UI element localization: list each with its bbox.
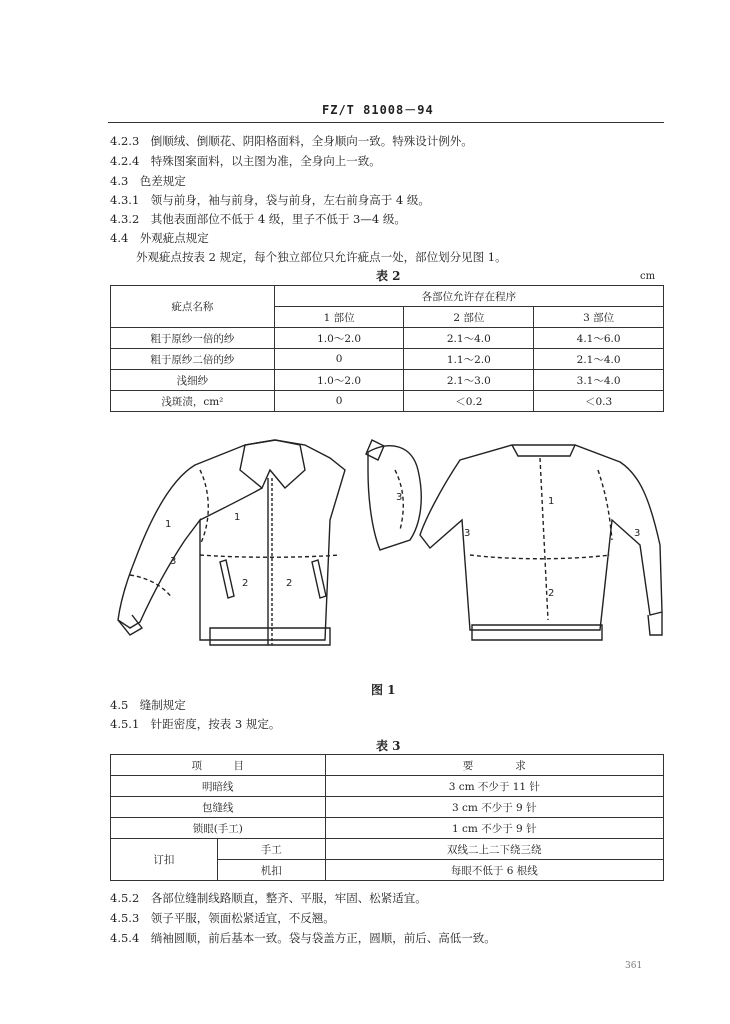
table2-part-2: 2 部位: [404, 307, 534, 328]
table-row: [111, 797, 664, 818]
region-label: 1: [548, 496, 555, 507]
table-row: [111, 839, 664, 860]
table-cell: 每眼不低于 6 根线: [325, 860, 663, 881]
clause-4-5-3: 4.5.3 领子平服，领面松紧适宜，不反翘。: [110, 911, 335, 925]
region-label: 2: [286, 578, 293, 589]
table-cell: 1.0～2.0: [274, 370, 404, 391]
clause-4-3: 4.3 色差规定: [110, 174, 186, 188]
table-cell: 2.1～3.0: [404, 370, 534, 391]
region-label: 2: [548, 588, 555, 599]
table-cell: 3 cm 不少于 9 针: [325, 797, 663, 818]
table-cell: 浅细纱: [111, 370, 275, 391]
table2-part-1: 1 部位: [274, 307, 404, 328]
table2-unit: cm: [640, 271, 656, 282]
table3-col-req: 要 求: [325, 755, 663, 776]
table-cell: 浅斑渍，cm²: [111, 391, 275, 412]
table-cell: 0: [274, 391, 404, 412]
region-label: 3: [396, 492, 403, 503]
region-label: 1: [234, 512, 241, 523]
table-cell: 双线二上二下绕三绕: [325, 839, 663, 860]
table-cell: ＜0.2: [404, 391, 534, 412]
clause-4-5-1: 4.5.1 针距密度，按表 3 规定。: [110, 717, 281, 731]
table3-title: 表 3: [376, 739, 401, 753]
region-label: 2: [242, 578, 249, 589]
jacket-back-drawing: [420, 445, 662, 640]
table-cell: 1 cm 不少于 9 针: [325, 818, 663, 839]
clause-4-2-3: 4.2.3 倒顺绒、倒顺花、阴阳格面料，全身顺向一致。特殊设计例外。: [110, 134, 473, 148]
table-cell: 机扣: [217, 860, 325, 881]
table-cell: ＜0.3: [534, 391, 664, 412]
table-cell: 粗于原纱一倍的纱: [111, 328, 275, 349]
figure-caption: 图 1: [371, 683, 396, 697]
jacket-front-drawing: [118, 440, 421, 645]
region-label: 3: [634, 528, 641, 539]
region-label: 3: [464, 528, 471, 539]
table-cell: 1.1～2.0: [404, 349, 534, 370]
document-header: FZ/T 81008－94: [322, 103, 434, 117]
table-cell: 2.1～4.0: [404, 328, 534, 349]
table-cell: 3 cm 不少于 11 针: [325, 776, 663, 797]
table-row: [111, 818, 664, 839]
table2-col-name: 疵点名称: [111, 286, 275, 328]
table-cell: 3.1～4.0: [534, 370, 664, 391]
table2-part-3: 3 部位: [534, 307, 664, 328]
jacket-region-labels: [165, 492, 640, 599]
region-label: 1: [165, 519, 172, 530]
clause-4-2-4: 4.2.4 特殊图案面料，以主图为准，全身向上一致。: [110, 154, 381, 168]
clause-4-4-body: 外观疵点按表 2 规定，每个独立部位只允许疵点一处，部位划分见图 1。: [136, 250, 507, 264]
region-label: 3: [170, 556, 177, 567]
table-cell: 包缝线: [111, 797, 326, 818]
table-cell: 粗于原纱二倍的纱: [111, 349, 275, 370]
table-cell: 订扣: [111, 839, 218, 881]
table2-col-group: 各部位允许存在程序: [274, 286, 663, 307]
clause-4-4: 4.4 外观疵点规定: [110, 231, 209, 245]
table-cell: 明暗线: [111, 776, 326, 797]
table-cell: 手工: [217, 839, 325, 860]
page-number: 361: [625, 961, 643, 971]
clause-4-5: 4.5 缝制规定: [110, 698, 186, 712]
table-row: [111, 776, 664, 797]
table3-col-item: 项 目: [111, 755, 326, 776]
clause-4-3-2: 4.3.2 其他表面部位不低于 4 级，里子不低于 3—4 级。: [110, 212, 406, 226]
table-cell: 2.1～4.0: [534, 349, 664, 370]
table-cell: 锁眼(手工): [111, 818, 326, 839]
table-cell: 1.0～2.0: [274, 328, 404, 349]
clause-4-3-1: 4.3.1 领与前身，袖与前身，袋与前身，左右前身高于 4 级。: [110, 193, 430, 207]
table2-title: 表 2: [376, 269, 401, 283]
clause-4-5-2: 4.5.2 各部位缝制线路顺直，整齐、平服，牢固、松紧适宜。: [110, 891, 427, 905]
table3: [110, 754, 664, 881]
table-cell: 4.1～6.0: [534, 328, 664, 349]
clause-4-5-4: 4.5.4 绱袖圆顺，前后基本一致。袋与袋盖方正，圆顺，前后、高低一致。: [110, 931, 496, 945]
table-cell: 0: [274, 349, 404, 370]
